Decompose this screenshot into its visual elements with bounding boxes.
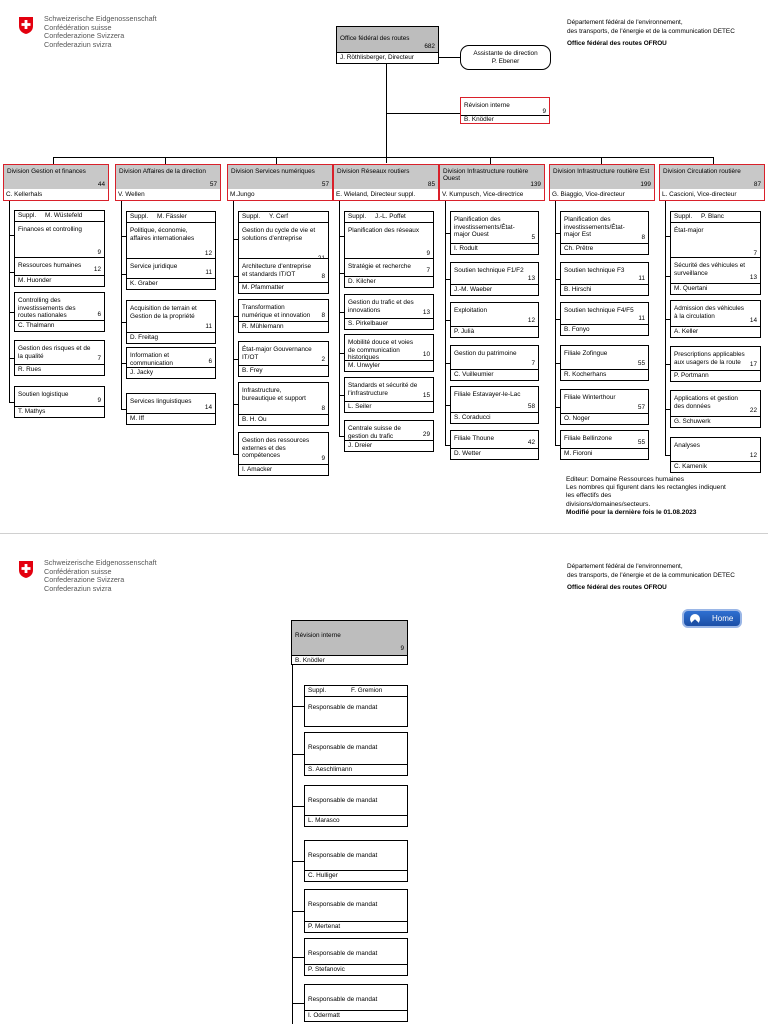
deputy-name: J.-L. Poffet — [375, 213, 406, 220]
org-unit-box — [560, 262, 649, 296]
office-head: J. Röthlisberger, Directeur — [337, 52, 438, 62]
org-unit-label: Gestion du patrimoine — [454, 350, 517, 357]
org-unit-label: Infrastructure, bureautique et support — [242, 387, 306, 402]
org-unit-box — [126, 211, 216, 261]
division-head: E. Wieland, Directeur suppl. — [336, 191, 416, 198]
org-unit-box — [238, 258, 329, 294]
department-header: Département fédéral de l'environnement, des transports, de l'énergie et de la communication DETEC Office fédéral des routes OFROU — [567, 563, 735, 591]
org-unit-label: Filiale Zofingue — [564, 350, 608, 357]
org-unit-count: 8 — [641, 234, 645, 241]
org-unit-head: J. Dreier — [345, 440, 433, 451]
deputy-name: P. Blanc — [701, 213, 724, 220]
org-unit-head: L. Seiler — [345, 401, 433, 412]
org-unit-label: Service juridique — [130, 263, 178, 270]
org-unit-head: G. Schuwerk — [671, 416, 760, 427]
org-unit-count: 14 — [749, 317, 757, 324]
org-unit-count: 8 — [321, 273, 325, 280]
office-title: Office fédéral des routes — [340, 35, 410, 42]
deputy-row — [671, 212, 760, 223]
mandate-label: Responsable de mandat — [308, 996, 378, 1003]
division-count: 44 — [97, 181, 105, 188]
org-unit-count: 11 — [638, 275, 645, 282]
org-unit-box — [344, 258, 434, 288]
org-unit-label: État-major Gouvernance IT/OT — [242, 346, 312, 361]
org-unit-count: 14 — [204, 404, 212, 411]
deputy-name: M. Wüstefeld — [45, 212, 83, 219]
mandate-box — [304, 840, 408, 882]
org-unit-box — [670, 390, 761, 428]
division-head: M.Jungo — [230, 191, 255, 198]
org-unit-head: J.-M. Waeber — [451, 284, 538, 295]
org-unit-label: Exploitation — [454, 307, 488, 314]
org-unit-box — [450, 262, 539, 296]
page-2 — [0, 547, 768, 1024]
connector-line — [601, 157, 602, 164]
org-unit-count: 13 — [749, 274, 757, 281]
mandate-box — [304, 785, 408, 827]
org-unit-box — [560, 211, 649, 255]
org-unit-count: 55 — [637, 439, 645, 446]
connector-line — [713, 157, 714, 164]
org-unit-head: P. Portmann — [671, 370, 760, 381]
org-unit-count: 8 — [321, 312, 325, 319]
division-head: G. Biaggio, Vice-directeur — [552, 191, 625, 198]
org-unit-count: 7 — [97, 355, 101, 362]
org-unit-head: M. Fioroni — [561, 448, 648, 459]
org-unit-box — [238, 432, 329, 476]
org-unit-box — [126, 258, 216, 290]
org-unit-head: C. Vuilleumier — [451, 369, 538, 380]
org-unit-box — [126, 347, 216, 379]
org-unit-box — [344, 294, 434, 330]
org-unit-label: Information et communication — [130, 352, 173, 367]
org-unit-count: 9 — [97, 397, 101, 404]
org-unit-box — [670, 346, 761, 382]
org-unit-label: Transformation numérique et innovation — [242, 304, 311, 319]
connector-line — [292, 911, 304, 912]
connector-line — [292, 1003, 304, 1004]
confederation-wordmark: Schweizerische Eidgenossenschaft Confédération suisse Confederazione Svizzera Confederaziun svizra — [44, 558, 157, 593]
division-box — [659, 164, 765, 201]
mandate-box — [304, 984, 408, 1022]
org-unit-count: 15 — [422, 392, 430, 399]
org-unit-label: Mobilité douce et voies de communication historiques — [348, 339, 414, 361]
org-unit-head: J. Jacky — [127, 367, 215, 378]
org-unit-label: Prescriptions applicables aux usagers de la route — [674, 351, 745, 366]
org-unit-label: Filiale Winterthour — [564, 394, 616, 401]
connector-line — [292, 957, 304, 958]
assistant-box — [460, 45, 551, 70]
connector-line — [292, 706, 304, 707]
connector-line — [386, 113, 460, 114]
mandate-head: P. Mertenat — [305, 921, 407, 932]
org-unit-label: État-major — [674, 227, 704, 234]
org-unit-count: 17 — [749, 361, 757, 368]
division-title: Division Infrastructure routière Est — [550, 165, 654, 189]
org-unit-label: Finances et controlling — [18, 226, 82, 233]
division-title: Division Infrastructure routière Ouest — [440, 165, 544, 189]
org-unit-label: Soutien technique F3 — [564, 267, 625, 274]
org-unit-count: 12 — [527, 317, 535, 324]
org-unit-label: Planification des investissements/État-major Ouest — [454, 216, 515, 238]
division-count: 57 — [321, 181, 329, 188]
mandate-label: Responsable de mandat — [308, 901, 378, 908]
division-title: Division Affaires de la direction — [116, 165, 220, 189]
org-unit-head: M. Quertani — [671, 283, 760, 294]
org-unit-box — [560, 302, 649, 336]
division-box — [115, 164, 221, 201]
org-unit-count: 6 — [208, 358, 212, 365]
internal-audit-title: Révision interne — [295, 632, 341, 639]
connector-line — [665, 201, 666, 455]
org-unit-count: 11 — [205, 323, 212, 330]
division-head: V. Wellen — [118, 191, 145, 198]
deputy-label: Suppl. — [674, 213, 693, 220]
division-title: Division Réseaux routiers — [334, 165, 438, 189]
footer-note: Editeur: Domaine Ressources humaines Les nombres qui figurent dans les rectangles indiquent les effectifs des divisions/domaines/secteurs. Modifié pour la dernière fois le 01.08.2023 — [566, 476, 726, 516]
org-unit-count: 13 — [527, 275, 535, 282]
org-unit-count: 57 — [637, 404, 645, 411]
org-unit-head: M. Huonder — [15, 275, 104, 286]
org-unit-box — [126, 300, 216, 344]
division-head: V. Kumpusch, Vice-directrice — [442, 191, 524, 198]
deputy-row — [345, 212, 433, 223]
deputy-label: Suppl. — [348, 213, 367, 220]
org-unit-box — [560, 389, 649, 425]
connector-line — [438, 57, 460, 58]
org-unit-head: M. Pfammatter — [239, 282, 328, 293]
org-unit-label: Filiale Thoune — [454, 435, 495, 442]
org-unit-box — [14, 340, 105, 376]
home-button[interactable] — [682, 609, 742, 628]
org-unit-label: Analyses — [674, 442, 700, 449]
org-unit-box — [344, 334, 434, 372]
org-unit-count: 7 — [531, 360, 535, 367]
org-unit-box — [560, 345, 649, 381]
mandate-label: Responsable de mandat — [308, 852, 378, 859]
org-unit-count: 12 — [204, 250, 212, 257]
deputy-row — [15, 211, 104, 222]
mandate-label: Responsable de mandat — [308, 744, 378, 751]
org-unit-box — [450, 211, 539, 255]
org-unit-box — [450, 430, 539, 460]
deputy-label: Suppl. — [18, 212, 37, 219]
org-unit-head: M. Unwyler — [345, 360, 433, 371]
org-unit-count: 7 — [753, 250, 757, 257]
org-unit-count: 7 — [426, 267, 430, 274]
org-unit-count: 12 — [93, 266, 101, 273]
deputy-name: Y. Cerf — [269, 213, 289, 220]
connector-line — [292, 754, 304, 755]
org-unit-box — [670, 211, 761, 261]
org-unit-head: R. Rues — [15, 364, 104, 375]
deputy-label: Suppl. — [130, 213, 149, 220]
swiss-coat-of-arms-icon — [18, 16, 34, 35]
org-unit-label: Acquisition de terrain et Gestion de la propriété — [130, 305, 197, 320]
connector-line — [490, 157, 491, 164]
mandate-label: Responsable de mandat — [308, 950, 378, 957]
org-unit-head: K. Graber — [127, 278, 215, 289]
org-unit-count: 2 — [321, 356, 325, 363]
org-unit-head: S. Coraducci — [451, 412, 538, 423]
org-unit-label: Applications et gestion des données — [674, 395, 738, 410]
org-unit-label: Admission des véhicules à la circulation — [674, 305, 744, 320]
mandate-head: P. Stefanovic — [305, 964, 407, 975]
division-box — [227, 164, 333, 201]
org-unit-box — [14, 210, 105, 260]
deputy-row — [127, 212, 215, 223]
org-unit-label: Ressources humaines — [18, 262, 82, 269]
internal-audit-box-detail — [291, 620, 408, 665]
org-unit-label: Filiale Estavayer-le-Lac — [454, 391, 521, 398]
division-box — [439, 164, 545, 201]
org-unit-head: C. Thalmann — [15, 320, 104, 331]
deputy-label: Suppl. — [242, 213, 261, 220]
org-unit-count: 10 — [422, 351, 430, 358]
org-unit-head: B. Frey — [239, 365, 328, 376]
connector-line — [555, 201, 556, 445]
org-unit-count: 6 — [97, 311, 101, 318]
org-unit-label: Centrale suisse de gestion du trafic — [348, 425, 401, 440]
division-box — [549, 164, 655, 201]
connector-line — [292, 665, 293, 1024]
org-unit-box — [126, 393, 216, 425]
division-count: 57 — [209, 181, 217, 188]
org-unit-box — [14, 292, 105, 332]
org-unit-label: Gestion du cycle de vie et solutions d'entreprise — [242, 227, 316, 242]
org-unit-count: 5 — [531, 234, 535, 241]
org-unit-head: A. Keller — [671, 326, 760, 337]
org-unit-head: O. Noger — [561, 413, 648, 424]
division-count: 85 — [427, 181, 435, 188]
org-unit-head: T. Mathys — [15, 406, 104, 417]
org-unit-label: Soutien technique F1/F2 — [454, 267, 524, 274]
deputy-name: F. Gremion — [351, 687, 383, 694]
internal-audit-head: B. Knödler — [292, 655, 407, 666]
division-title: Division Gestion et finances — [4, 165, 108, 189]
mandate-box — [304, 938, 408, 976]
division-head: C. Kellerhals — [6, 191, 43, 198]
org-unit-label: Services linguistiques — [130, 398, 192, 405]
org-unit-label: Gestion du trafic et des innovations — [348, 299, 414, 314]
page-separator — [0, 533, 768, 548]
org-unit-box — [450, 345, 539, 381]
org-unit-head: D. Freitag — [127, 332, 215, 343]
org-unit-count: 11 — [638, 315, 645, 322]
org-unit-head: I. Rodult — [451, 243, 538, 254]
org-unit-count: 55 — [637, 360, 645, 367]
org-unit-count: 9 — [321, 455, 325, 462]
org-unit-label: Sécurité des véhicules et surveillance — [674, 262, 746, 277]
org-unit-label: Soutien logistique — [18, 391, 69, 398]
org-unit-box — [238, 341, 329, 377]
org-unit-count: 11 — [205, 269, 212, 276]
division-count: 199 — [640, 181, 651, 188]
org-unit-head: M. Iff — [127, 413, 215, 424]
org-unit-head: P. Julià — [451, 326, 538, 337]
division-title: Division Services numériques — [228, 165, 332, 189]
deputy-row — [305, 686, 407, 697]
org-unit-head: I. Amacker — [239, 464, 328, 475]
org-unit-box — [560, 430, 649, 460]
mandate-head: S. Aeschlimann — [305, 764, 407, 775]
org-unit-label: Planification des réseaux — [348, 227, 420, 234]
connector-line — [9, 201, 10, 402]
org-unit-head: D. Wetter — [451, 448, 538, 459]
org-unit-box — [670, 257, 761, 295]
mandate-box — [304, 685, 408, 727]
org-unit-count: 58 — [527, 403, 535, 410]
division-count: 87 — [753, 181, 761, 188]
org-unit-count: 8 — [321, 405, 325, 412]
org-unit-head: B. Hirschi — [561, 284, 648, 295]
division-head: L. Cascioni, Vice-directeur — [662, 191, 737, 198]
org-unit-label: Politique, économie, affaires internationales — [130, 227, 195, 242]
internal-audit-title: Révision interne — [464, 102, 510, 109]
org-unit-box — [450, 302, 539, 338]
deputy-row — [239, 212, 328, 223]
connector-line — [445, 201, 446, 445]
internal-audit-box — [460, 97, 550, 124]
org-unit-head: R. Mühlemann — [239, 321, 328, 332]
org-unit-head: B. H. Ou — [239, 414, 328, 425]
swiss-coat-of-arms-icon — [18, 560, 34, 579]
office-director-box — [336, 26, 439, 64]
org-unit-box — [344, 377, 434, 413]
connector-line — [53, 157, 54, 164]
org-unit-box — [344, 211, 434, 261]
org-unit-count: 9 — [97, 249, 101, 256]
org-unit-label: Soutien technique F4/F5 — [564, 307, 634, 314]
mandate-head: I. Odermatt — [305, 1010, 407, 1021]
org-unit-label: Standards et sécurité de l'infrastructure — [348, 382, 418, 397]
org-unit-head: S. Pirkelbauer — [345, 318, 433, 329]
org-unit-label: Stratégie et recherche — [348, 263, 411, 270]
internal-audit-head: B. Knödler — [461, 115, 549, 124]
assistant-name: P. Ebener — [491, 57, 520, 65]
mandate-box — [304, 889, 408, 933]
deputy-label: Suppl. — [308, 687, 327, 694]
connector-line — [276, 157, 277, 164]
assistant-title: Assistante de direction — [473, 50, 538, 57]
org-unit-head: Ch. Prêtre — [561, 243, 648, 254]
connector-line — [292, 806, 304, 807]
division-box — [333, 164, 439, 201]
org-unit-box — [238, 299, 329, 333]
org-unit-box — [344, 420, 434, 452]
org-unit-head: B. Fonyo — [561, 324, 648, 335]
org-unit-box — [450, 386, 539, 424]
org-unit-count: 42 — [527, 439, 535, 446]
mandate-head: C. Hulliger — [305, 870, 407, 881]
confederation-wordmark: Schweizerische Eidgenossenschaft Confédération suisse Confederazione Svizzera Confederaziun svizra — [44, 14, 157, 49]
connector-line — [165, 157, 166, 164]
deputy-name: M. Fässler — [157, 213, 187, 220]
org-unit-count: 13 — [422, 309, 430, 316]
department-header: Département fédéral de l'environnement, des transports, de l'énergie et de la communication DETEC Office fédéral des routes OFROU — [567, 19, 735, 47]
mandate-head: L. Marasco — [305, 815, 407, 826]
internal-audit-count: 9 — [542, 108, 546, 115]
internal-audit-count: 9 — [400, 645, 404, 652]
org-unit-count: 22 — [749, 407, 757, 414]
home-icon — [690, 614, 700, 624]
division-box — [3, 164, 109, 201]
mandate-label: Responsable de mandat — [308, 797, 378, 804]
org-unit-box — [670, 300, 761, 338]
mandate-label: Responsable de mandat — [308, 704, 378, 711]
org-unit-label: Gestion des risques et de la qualité — [18, 345, 91, 360]
org-unit-box — [14, 386, 105, 418]
org-unit-box — [14, 257, 105, 287]
connector-line — [53, 157, 714, 158]
division-title: Division Circulation routière — [660, 165, 764, 189]
connector-line — [292, 861, 304, 862]
mandate-box — [304, 732, 408, 776]
org-unit-count: 29 — [422, 431, 430, 438]
org-unit-box — [238, 382, 329, 426]
org-unit-count: 9 — [426, 250, 430, 257]
org-unit-label: Architecture d'entreprise et standards IT/OT — [242, 263, 312, 278]
org-unit-head: C. Kamenik — [671, 461, 760, 472]
org-unit-label: Planification des investissements/État-major Est — [564, 216, 625, 238]
org-unit-count: 12 — [749, 452, 757, 459]
org-unit-head: R. Kocherhans — [561, 369, 648, 380]
division-count: 139 — [530, 181, 541, 188]
org-unit-label: Filiale Bellinzone — [564, 435, 612, 442]
org-unit-label: Gestion des ressources externes et des compétences — [242, 437, 310, 459]
org-unit-head: D. Kilcher — [345, 276, 433, 287]
org-unit-box — [670, 437, 761, 473]
office-count: 682 — [424, 43, 435, 50]
home-label: Home — [712, 614, 734, 623]
connector-line — [121, 201, 122, 409]
org-unit-label: Controlling des investissements des routes nationales — [18, 297, 76, 319]
